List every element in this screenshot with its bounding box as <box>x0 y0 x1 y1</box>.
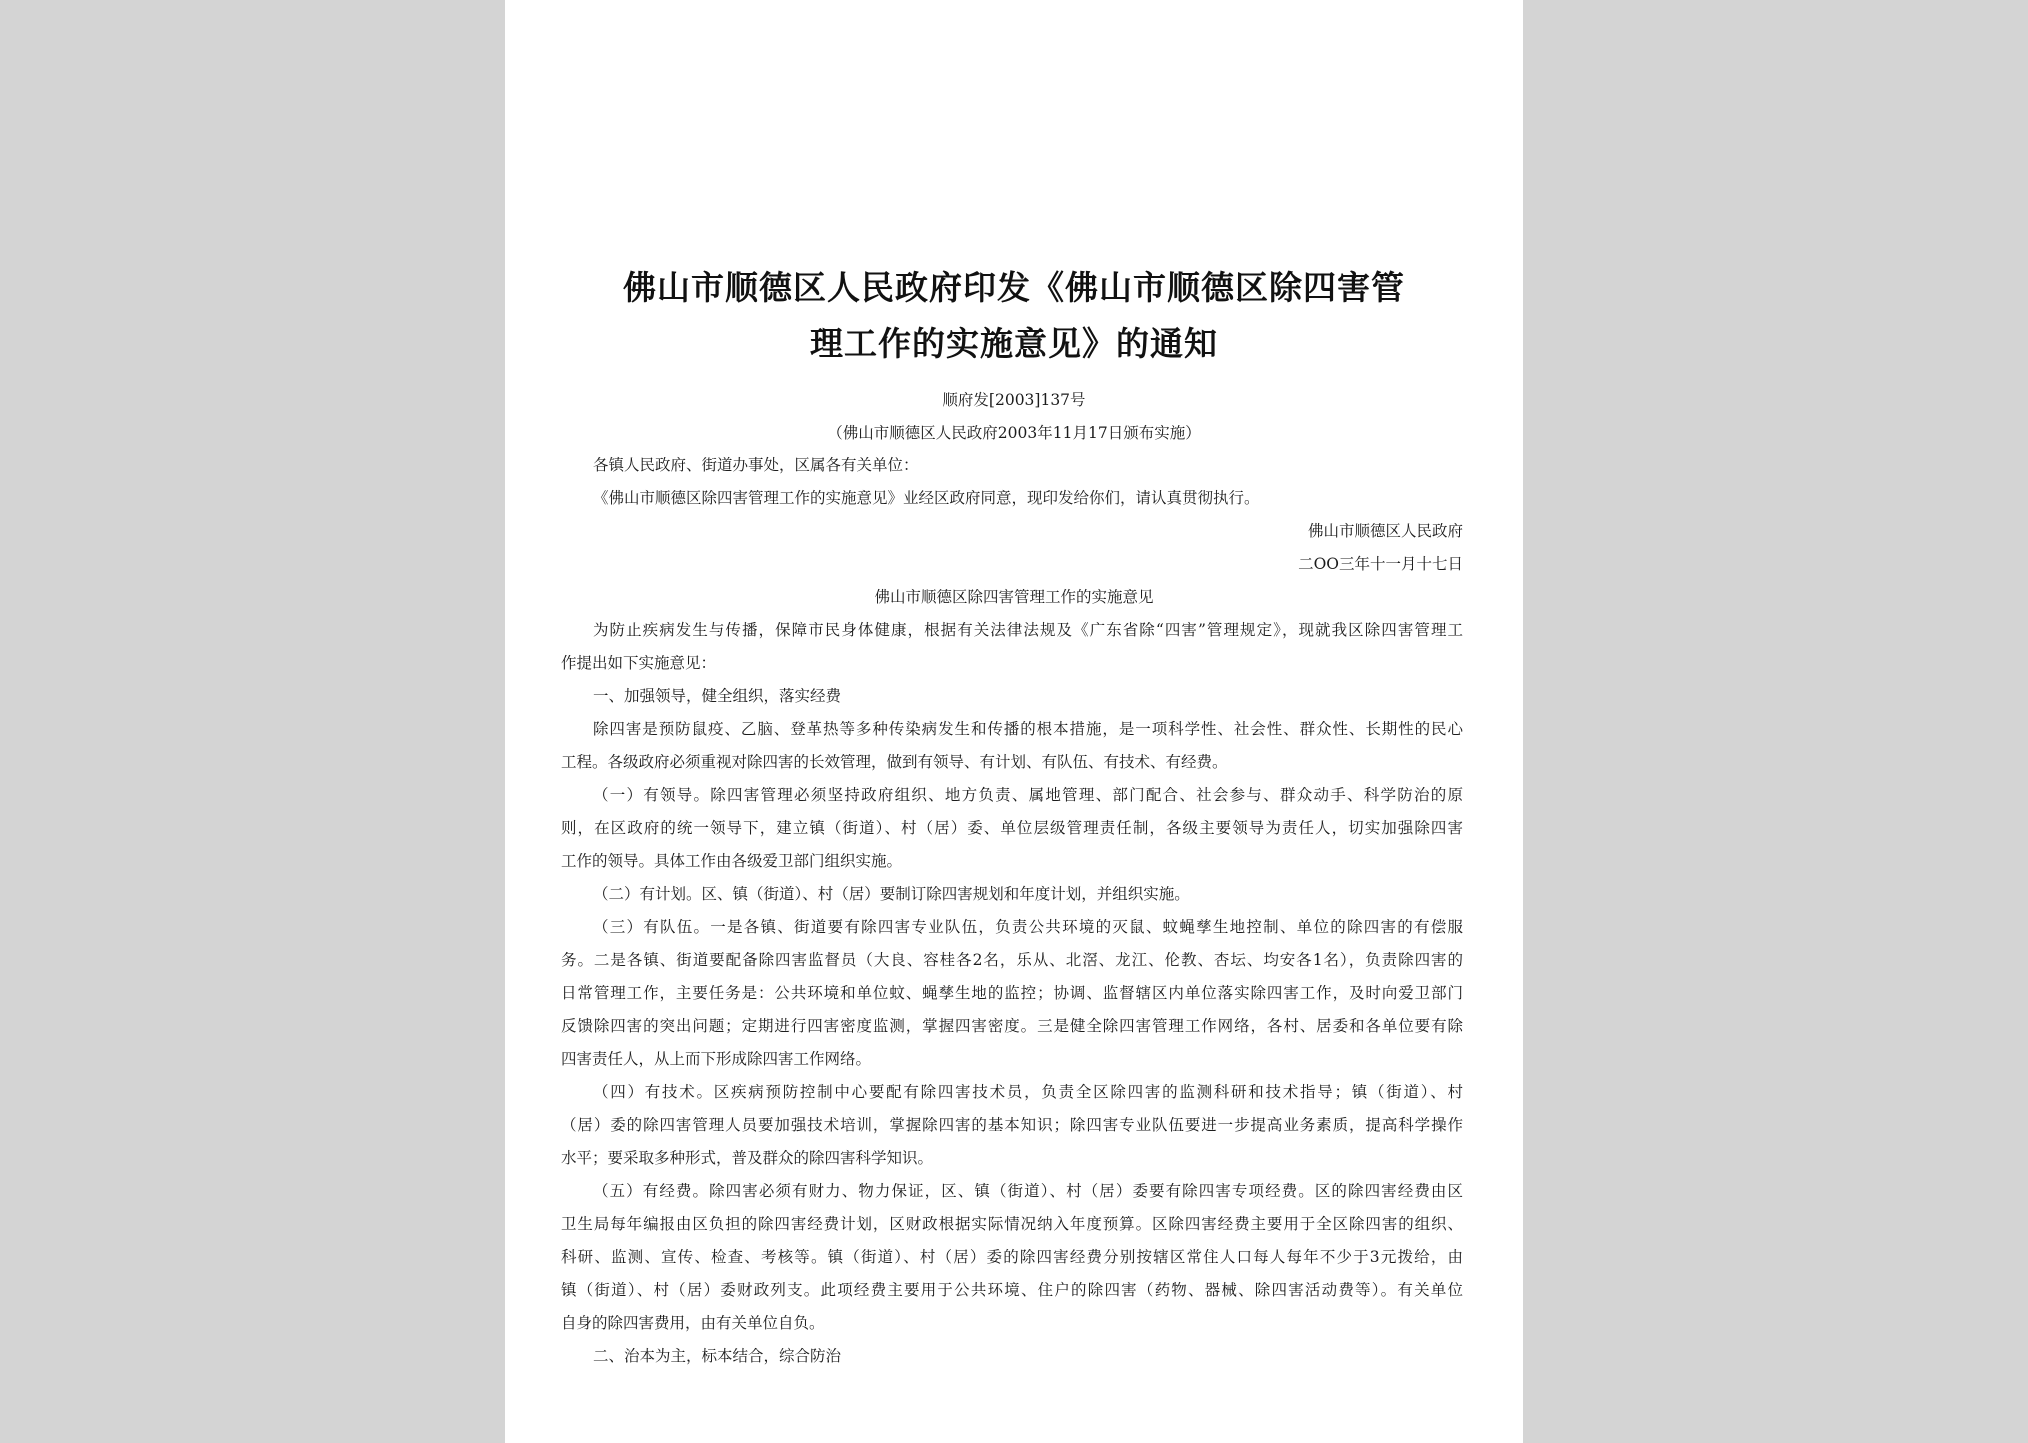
section-heading: 二、治本为主，标本结合，综合防治 <box>593 1347 842 1365</box>
paragraph-line: 为防止疾病发生与传播，保障市民身体健康，根据有关法律法规及《广东省除“四害”管理规定》，现就我区除四害管理工 <box>593 621 1463 639</box>
document-title-line-2: 理工作的实施意见》的通知 <box>810 324 1218 363</box>
section-heading: 一、加强领导，健全组织，落实经费 <box>593 687 842 705</box>
paragraph-line: 镇（街道）、村（居）委财政列支。此项经费主要用于公共环境、住户的除四害（药物、器械、除四害活动费等）。有关单位 <box>561 1281 1463 1299</box>
signature-org: 佛山市顺德区人民政府 <box>1307 522 1463 540</box>
document-page <box>505 0 1523 1443</box>
signature-date: 二OO三年十一月十七日 <box>1298 555 1463 573</box>
paragraph-line: 作提出如下实施意见： <box>561 654 717 672</box>
attachment-title: 佛山市顺德区除四害管理工作的实施意见 <box>874 588 1154 606</box>
paragraph-line: 日常管理工作，主要任务是：公共环境和单位蚊、蝇孳生地的监控；协调、监督辖区内单位落实除四害工作，及时向爱卫部门 <box>561 984 1463 1002</box>
paragraph-line: 反馈除四害的突出问题；定期进行四害密度监测，掌握四害密度。三是健全除四害管理工作网络，各村、居委和各单位要有除 <box>561 1017 1463 1035</box>
paragraph-line: 务。二是各镇、街道要配备除四害监督员（大良、容桂各2名，乐从、北滘、龙江、伦教、杏坛、均安各1名），负责除四害的 <box>561 951 1463 969</box>
paragraph-line: 科研、监测、宣传、检查、考核等。镇（街道）、村（居）委的除四害经费分别按辖区常住人口每人每年不少于3元拨给，由 <box>561 1248 1463 1266</box>
paragraph-line: （五）有经费。除四害必须有财力、物力保证，区、镇（街道）、村（居）委要有除四害专项经费。区的除四害经费由区 <box>593 1182 1463 1200</box>
paragraph-line: 则，在区政府的统一领导下，建立镇（街道）、村（居）委、单位层级管理责任制，各级主要领导为责任人，切实加强除四害 <box>561 819 1463 837</box>
addressee: 各镇人民政府、街道办事处，区属各有关单位： <box>593 456 919 474</box>
paragraph-line: 工程。各级政府必须重视对除四害的长效管理，做到有领导、有计划、有队伍、有技术、有经费。 <box>561 753 1228 771</box>
paragraph-line: 卫生局每年编报由区负担的除四害经费计划，区财政根据实际情况纳入年度预算。区除四害经费主要用于全区除四害的组织、 <box>561 1215 1463 1233</box>
paragraph-line: （三）有队伍。一是各镇、街道要有除四害专业队伍，负责公共环境的灭鼠、蚊蝇孳生地控制、单位的除四害的有偿服 <box>593 918 1463 936</box>
paragraph-line: （居）委的除四害管理人员要加强技术培训，掌握除四害的基本知识；除四害专业队伍要进一步提高业务素质，提高科学操作 <box>561 1116 1463 1134</box>
paragraph-line: 自身的除四害费用，由有关单位自负。 <box>561 1314 825 1332</box>
paragraph-line: 水平；要采取多种形式，普及群众的除四害科学知识。 <box>561 1149 934 1167</box>
paragraph-line: 工作的领导。具体工作由各级爱卫部门组织实施。 <box>561 852 903 870</box>
document-title-line-1: 佛山市顺德区人民政府印发《佛山市顺德区除四害管 <box>623 268 1405 307</box>
paragraph-line: （四）有技术。区疾病预防控制中心要配有除四害技术员，负责全区除四害的监测科研和技术指导；镇（街道）、村 <box>593 1083 1463 1101</box>
paragraph-line: 除四害是预防鼠疫、乙脑、登革热等多种传染病发生和传播的根本措施，是一项科学性、社会性、群众性、长期性的民心 <box>593 720 1463 738</box>
paragraph-line: 四害责任人，从上而下形成除四害工作网络。 <box>561 1050 872 1068</box>
document-number: 顺府发[2003]137号 <box>942 391 1086 409</box>
paragraph-line: （二）有计划。区、镇（街道）、村（居）要制订除四害规划和年度计划，并组织实施。 <box>593 885 1190 903</box>
issue-note: （佛山市顺德区人民政府2003年11月17日颁布实施） <box>827 424 1201 442</box>
paragraph-line: （一）有领导。除四害管理必须坚持政府组织、地方负责、属地管理、部门配合、社会参与、群众动手、科学防治的原 <box>593 786 1463 804</box>
notice-body: 《佛山市顺德区除四害管理工作的实施意见》业经区政府同意，现印发给你们，请认真贯彻执行。 <box>593 489 1260 507</box>
